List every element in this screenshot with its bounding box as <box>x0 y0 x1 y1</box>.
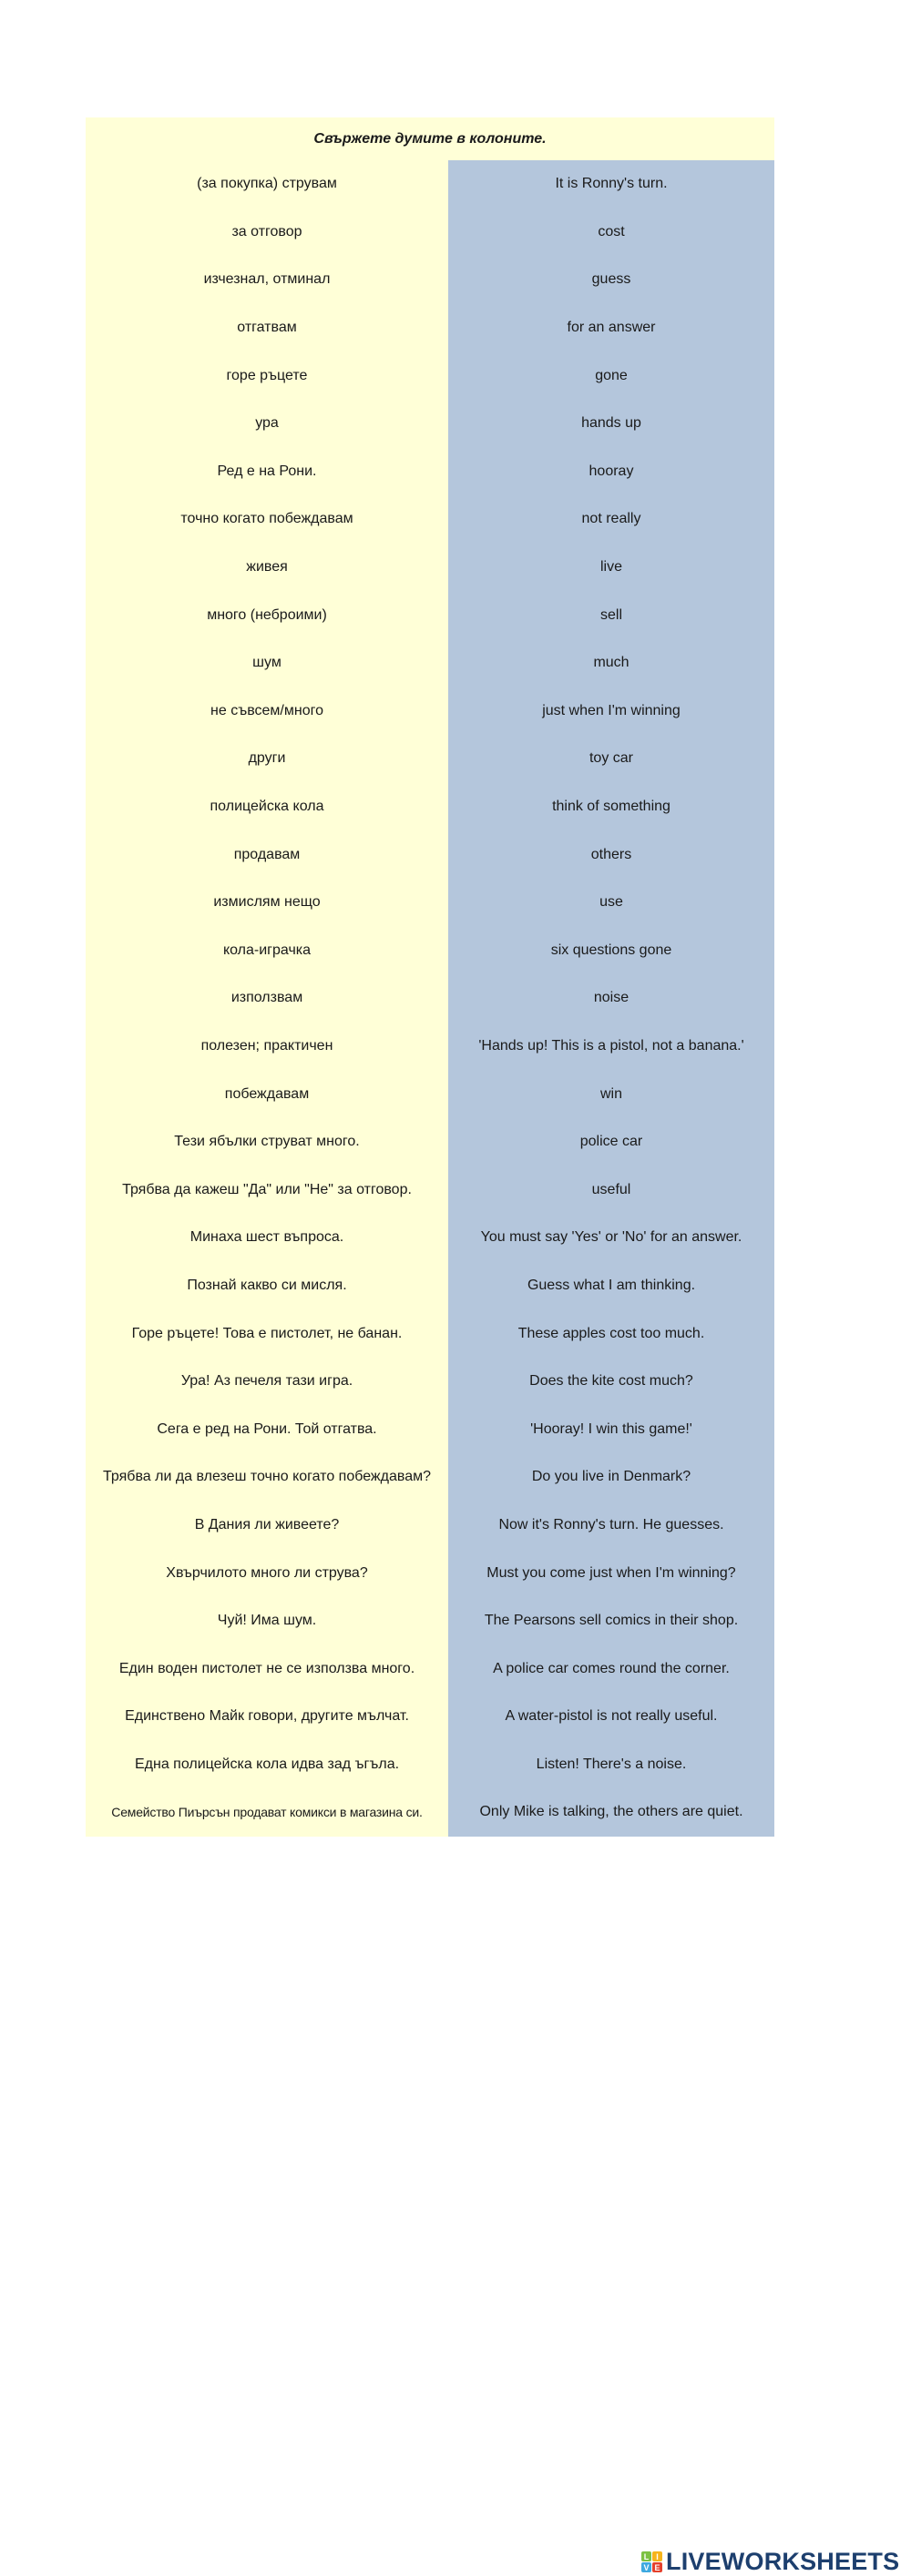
table-row <box>86 735 774 783</box>
bulgarian-cell[interactable]: полезен; практичен <box>86 1023 448 1071</box>
bulgarian-cell[interactable]: В Дания ли живеете? <box>86 1502 448 1550</box>
bulgarian-cell[interactable]: не съвсем/много <box>86 687 448 736</box>
english-cell[interactable]: You must say 'Yes' or 'No' for an answer. <box>448 1214 774 1262</box>
table-row <box>86 1453 774 1502</box>
table-row <box>86 1166 774 1214</box>
bulgarian-cell[interactable]: Трябва да кажеш "Да" или "Не" за отговор. <box>86 1166 448 1214</box>
table-row <box>86 1262 774 1310</box>
bulgarian-cell[interactable]: (за покупка) струвам <box>86 160 448 209</box>
table-row <box>86 495 774 544</box>
bulgarian-cell[interactable]: Хвърчилото много ли струва? <box>86 1549 448 1597</box>
bulgarian-cell[interactable]: кола-играчка <box>86 927 448 975</box>
bulgarian-cell[interactable]: Сега е ред на Рони. Той отгатва. <box>86 1405 448 1453</box>
liveworksheets-logo <box>641 2548 899 2576</box>
matching-rows <box>86 160 774 1837</box>
table-row <box>86 1549 774 1597</box>
english-cell[interactable]: others <box>448 830 774 879</box>
english-cell[interactable]: police car <box>448 1118 774 1166</box>
table-row <box>86 1597 774 1645</box>
english-cell[interactable]: not really <box>448 495 774 544</box>
bulgarian-cell[interactable]: Една полицейска кола идва зад ъгъла. <box>86 1741 448 1789</box>
table-row <box>86 1118 774 1166</box>
english-cell[interactable]: much <box>448 639 774 687</box>
bulgarian-cell[interactable]: Трябва ли да влезеш точно когато побеждавам? <box>86 1453 448 1502</box>
bulgarian-cell[interactable]: много (неброими) <box>86 591 448 639</box>
bulgarian-cell[interactable]: за отговор <box>86 209 448 257</box>
badge-letter: I <box>652 2551 662 2561</box>
english-cell[interactable]: Listen! There's a noise. <box>448 1741 774 1789</box>
table-row <box>86 639 774 687</box>
table-row <box>86 1309 774 1358</box>
table-row <box>86 830 774 879</box>
english-cell[interactable]: Only Mike is talking, the others are quiet. <box>448 1788 774 1837</box>
badge-letter: E <box>652 2562 662 2572</box>
english-cell[interactable]: use <box>448 879 774 927</box>
english-cell[interactable]: six questions gone <box>448 927 774 975</box>
english-cell[interactable]: hands up <box>448 400 774 448</box>
table-row <box>86 1214 774 1262</box>
table-row <box>86 544 774 592</box>
table-row <box>86 256 774 304</box>
english-cell[interactable]: useful <box>448 1166 774 1214</box>
bulgarian-cell[interactable]: продавам <box>86 830 448 879</box>
table-row <box>86 879 774 927</box>
english-cell[interactable]: These apples cost too much. <box>448 1309 774 1358</box>
matching-worksheet <box>86 117 774 1837</box>
bulgarian-cell[interactable]: Тези ябълки струват много. <box>86 1118 448 1166</box>
logo-text: LIVEWORKSHEETS <box>666 2548 900 2575</box>
table-row <box>86 304 774 352</box>
table-row <box>86 591 774 639</box>
live-badge-icon <box>641 2551 662 2572</box>
english-cell[interactable]: gone <box>448 351 774 400</box>
badge-letter: V <box>641 2562 651 2572</box>
english-cell[interactable]: cost <box>448 209 774 257</box>
bulgarian-cell[interactable]: ура <box>86 400 448 448</box>
english-cell[interactable]: Guess what I am thinking. <box>448 1262 774 1310</box>
english-cell[interactable]: It is Ronny's turn. <box>448 160 774 209</box>
bulgarian-cell[interactable]: полицейска кола <box>86 783 448 831</box>
english-cell[interactable]: 'Hooray! I win this game!' <box>448 1405 774 1453</box>
english-cell[interactable]: just when I'm winning <box>448 687 774 736</box>
english-cell[interactable]: 'Hands up! This is a pistol, not a banana.' <box>448 1023 774 1071</box>
english-cell[interactable]: Must you come just when I'm winning? <box>448 1549 774 1597</box>
english-cell[interactable]: A police car comes round the corner. <box>448 1644 774 1693</box>
bulgarian-cell[interactable]: горе ръцете <box>86 351 448 400</box>
table-row <box>86 209 774 257</box>
table-row <box>86 974 774 1023</box>
bulgarian-cell[interactable]: Ред е на Рони. <box>86 448 448 496</box>
bulgarian-cell[interactable]: изчезнал, отминал <box>86 256 448 304</box>
table-row <box>86 1644 774 1693</box>
english-cell[interactable]: sell <box>448 591 774 639</box>
table-row <box>86 1741 774 1789</box>
table-row <box>86 400 774 448</box>
bulgarian-cell[interactable]: Ура! Аз печеля тази игра. <box>86 1358 448 1406</box>
english-cell[interactable]: win <box>448 1070 774 1118</box>
table-row <box>86 1788 774 1837</box>
table-row <box>86 783 774 831</box>
table-row <box>86 1023 774 1071</box>
bulgarian-cell[interactable]: точно когато побеждавам <box>86 495 448 544</box>
english-cell[interactable]: for an answer <box>448 304 774 352</box>
english-cell[interactable]: toy car <box>448 735 774 783</box>
table-row <box>86 1502 774 1550</box>
table-row <box>86 1358 774 1406</box>
table-row <box>86 448 774 496</box>
bulgarian-cell[interactable]: Един воден пистолет не се използва много. <box>86 1644 448 1693</box>
english-cell[interactable]: live <box>448 544 774 592</box>
english-cell[interactable]: Now it's Ronny's turn. He guesses. <box>448 1502 774 1550</box>
bulgarian-cell[interactable]: Минаха шест въпроса. <box>86 1214 448 1262</box>
bulgarian-cell[interactable]: измислям нещо <box>86 879 448 927</box>
bulgarian-cell[interactable]: отгатвам <box>86 304 448 352</box>
bulgarian-cell[interactable]: други <box>86 735 448 783</box>
bulgarian-cell[interactable]: Горе ръцете! Това е пистолет, не банан. <box>86 1309 448 1358</box>
english-cell[interactable]: Does the kite cost much? <box>448 1358 774 1406</box>
table-row <box>86 160 774 209</box>
bulgarian-cell[interactable]: шум <box>86 639 448 687</box>
bulgarian-cell[interactable]: Чуй! Има шум. <box>86 1597 448 1645</box>
table-row <box>86 927 774 975</box>
table-row <box>86 351 774 400</box>
english-cell[interactable]: Do you live in Denmark? <box>448 1453 774 1502</box>
bulgarian-cell[interactable]: живея <box>86 544 448 592</box>
badge-letter: L <box>641 2551 651 2561</box>
table-row <box>86 1070 774 1118</box>
english-cell[interactable]: think of something <box>448 783 774 831</box>
worksheet-title: Свържете думите в колоните. <box>86 117 774 160</box>
bulgarian-cell[interactable]: Единствено Майк говори, другите мълчат. <box>86 1693 448 1741</box>
table-row <box>86 687 774 736</box>
table-row <box>86 1693 774 1741</box>
english-cell[interactable]: The Pearsons sell comics in their shop. <box>448 1597 774 1645</box>
english-cell[interactable]: guess <box>448 256 774 304</box>
bulgarian-cell[interactable]: Познай какво си мисля. <box>86 1262 448 1310</box>
bulgarian-cell[interactable]: Семейство Пиърсън продават комикси в магазина си. <box>86 1788 448 1837</box>
table-row <box>86 1405 774 1453</box>
english-cell[interactable]: noise <box>448 974 774 1023</box>
english-cell[interactable]: A water-pistol is not really useful. <box>448 1693 774 1741</box>
bulgarian-cell[interactable]: използвам <box>86 974 448 1023</box>
bulgarian-cell[interactable]: побеждавам <box>86 1070 448 1118</box>
english-cell[interactable]: hooray <box>448 448 774 496</box>
